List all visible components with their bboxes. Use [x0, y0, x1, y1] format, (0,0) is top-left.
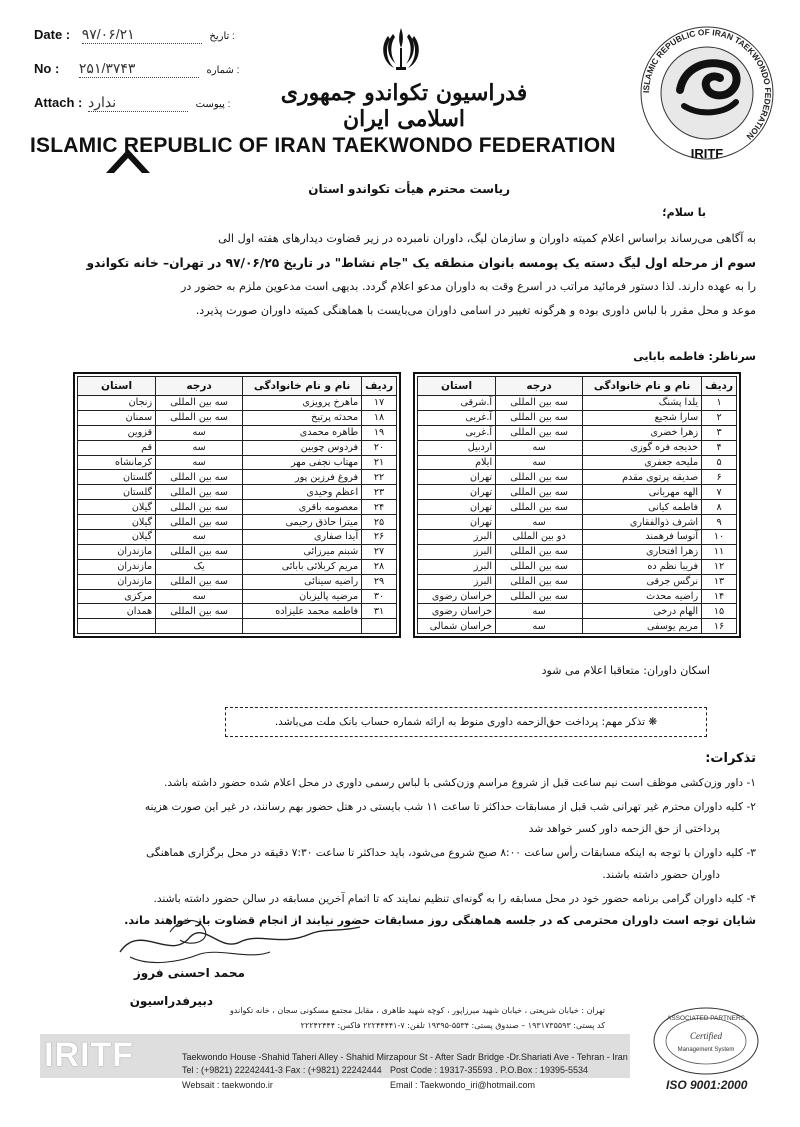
table-row	[418, 455, 737, 470]
cell-index: ۴	[702, 440, 737, 455]
cell-name: ماهرخ پرویزی	[243, 396, 362, 411]
cell-province: سمنان	[78, 410, 156, 425]
cell-name: خدیجه فره گوزی	[583, 440, 702, 455]
cell-grade: سه	[496, 515, 583, 530]
cell-province: تهران	[418, 500, 496, 515]
cell-index: ۱۷	[362, 396, 397, 411]
cell-grade: سه بین المللی	[156, 604, 243, 619]
recipient: ریاست محترم هیأت تکواندو استان	[308, 182, 510, 196]
badge-certified: Certified	[690, 1031, 722, 1041]
cell-name: اشرف ذوالفقاری	[583, 515, 702, 530]
table-row	[418, 396, 737, 411]
col-name: نام و نام خانوادگی	[243, 377, 362, 396]
cell-index: ۲۵	[362, 515, 397, 530]
footer-web: Websait : taekwondo.ir	[182, 1080, 273, 1090]
cell-index: ۷	[702, 485, 737, 500]
cell-index: ۲۱	[362, 455, 397, 470]
body-line-3: را به عهده دارند. لذا دستور فرمائید مراتب در اسرع وقت به داوران مدعو اعلام گردد. بدیهی است مدعوین ملزم به حضور در	[180, 280, 756, 293]
cell-province: مازندران	[78, 574, 156, 589]
cell-index: ۱۵	[702, 604, 737, 619]
federation-logo-icon	[632, 18, 782, 168]
date-label-fa: تاریخ :	[209, 31, 235, 42]
cell-name: آنوسا فرهمند	[583, 530, 702, 545]
cell-province: کرمانشاه	[78, 455, 156, 470]
cell-province: مازندران	[78, 544, 156, 559]
cell-grade: سه بین المللی	[156, 396, 243, 411]
cell-index: ۱	[702, 396, 737, 411]
cell-index: ۶	[702, 470, 737, 485]
body-line-1: به آگاهی می‌رساند براساس اعلام کمیته داوران و سازمان لیگ، داوران نامبرده در زیر قضاوت دیدارهای هفته اول الی	[218, 232, 756, 245]
supervisor: سرناظر: فاطمه بابایی	[633, 350, 756, 363]
date-label: Date :	[34, 27, 71, 42]
table-row	[418, 425, 737, 440]
note-4: ۴- کلیه داوران گرامی برنامه حضور خود در محل مسابقه را به گونه‌ای تنظیم نمایند که تا اتمام آخرین مسابقه در سالن حضور داشته باشند.	[153, 893, 756, 905]
cell-grade: سه	[156, 530, 243, 545]
table-row	[78, 470, 397, 485]
table-row	[78, 500, 397, 515]
table-row	[78, 544, 397, 559]
referees-table-right	[413, 372, 741, 638]
note-3b: داوران حضور داشته باشند.	[602, 869, 720, 881]
final-note: شایان توجه است داوران محترمی که در جلسه هماهنگی روز مسابقات حضور نیابند از انجام قضاوت باز خواهند ماند.	[124, 914, 756, 927]
cell-index: ۲	[702, 410, 737, 425]
cell-index: ۵	[702, 455, 737, 470]
table-row	[78, 396, 397, 411]
cell-province	[78, 619, 156, 634]
cell-name: فاطمه کیانی	[583, 500, 702, 515]
cell-grade: سه	[496, 440, 583, 455]
table-row	[418, 559, 737, 574]
badge-sub-text: Management System	[677, 1047, 735, 1053]
table-row	[78, 559, 397, 574]
cell-name: مرضیه پالیزبان	[243, 589, 362, 604]
cell-index: ۱۹	[362, 425, 397, 440]
cell-grade: سه	[156, 589, 243, 604]
cell-name: فروغ فرزین پور	[243, 470, 362, 485]
cell-province: قزوین	[78, 425, 156, 440]
cell-index: ۲۴	[362, 500, 397, 515]
cell-name: فریبا نظم ده	[583, 559, 702, 574]
cell-province: تهران	[418, 470, 496, 485]
cell-name: زهرا خضری	[583, 425, 702, 440]
cell-grade: سه	[156, 440, 243, 455]
footer-email: Email : Taekwondo_iri@hotmail.com	[390, 1080, 536, 1090]
cell-province: گیلان	[78, 530, 156, 545]
table-row	[418, 544, 737, 559]
cell-name: آیدا صفاری	[243, 530, 362, 545]
col-province: استان	[418, 377, 496, 396]
col-index: ردیف	[702, 377, 737, 396]
table-row	[418, 440, 737, 455]
cell-grade: سه بین المللی	[156, 470, 243, 485]
cell-index: ۱۶	[702, 619, 737, 634]
table-row	[418, 589, 737, 604]
cell-grade: سه بین المللی	[156, 410, 243, 425]
table-row	[78, 455, 397, 470]
cell-name: یلدا پشنگ	[583, 396, 702, 411]
table-row	[78, 604, 397, 619]
cell-name: مریم کربلائی بابائی	[243, 559, 362, 574]
cell-index	[362, 619, 397, 634]
table-header-row	[78, 377, 397, 396]
cell-index: ۳۱	[362, 604, 397, 619]
date-row	[34, 26, 235, 44]
cell-grade: سه بین المللی	[156, 500, 243, 515]
cell-province: مازندران	[78, 559, 156, 574]
attach-value: ندارد	[88, 94, 188, 112]
notes-title: تذکرات:	[705, 751, 756, 766]
cell-grade: سه	[496, 604, 583, 619]
cell-grade: سه	[156, 425, 243, 440]
cell-index: ۲۲	[362, 470, 397, 485]
cell-grade: سه بین المللی	[496, 470, 583, 485]
cell-name: فاطمه محمد علیزاده	[243, 604, 362, 619]
note-3a: ۳- کلیه داوران با توجه به اینکه مسابقات رأس ساعت ۸:۰۰ صبح شروع می‌شود، باید حداکثر تا ساعت ۷:۳۰ دقیقه در محل برگزاری هماهنگی	[146, 847, 756, 859]
cell-name: الهه مهربانی	[583, 485, 702, 500]
cell-name: فردوس چوبین	[243, 440, 362, 455]
table-row	[418, 619, 737, 634]
cell-index: ۳	[702, 425, 737, 440]
cell-grade: سه	[156, 455, 243, 470]
footer-address-en: Taekwondo House -Shahid Taheri Alley - Shahid Mirzapour St - After Sadr Bridge -Dr.Shariati Ave - Tehran - Iran	[182, 1052, 628, 1062]
cell-province: البرز	[418, 544, 496, 559]
col-grade: درجه	[496, 377, 583, 396]
cell-province: خراسان شمالی	[418, 619, 496, 634]
cell-province: خراسان رضوی	[418, 589, 496, 604]
cell-name: راضیه محدث	[583, 589, 702, 604]
cell-index: ۱۲	[702, 559, 737, 574]
table-row	[78, 485, 397, 500]
cell-index: ۱۱	[702, 544, 737, 559]
table-row	[418, 470, 737, 485]
cell-province: البرز	[418, 530, 496, 545]
cell-index: ۲۹	[362, 574, 397, 589]
cell-name: ملیحه جعفری	[583, 455, 702, 470]
cell-province: تهران	[418, 515, 496, 530]
col-grade: درجه	[156, 377, 243, 396]
logo-ring-text: ISLAMIC REPUBLIC OF IRAN TAEKWONDO FEDERATION	[640, 26, 774, 142]
footer-logo-text: IRITF	[44, 1036, 134, 1074]
footer-address-fa: تهران : خیابان شریعتی ، خیابان شهید میرزاپور ، کوچه شهید طاهری ، مقابل مجتمع مسکونی سجان ، خانه تکواندو	[229, 1006, 605, 1015]
col-province: استان	[78, 377, 156, 396]
table-row	[78, 440, 397, 455]
cell-province: گیلان	[78, 500, 156, 515]
cell-province: آ.غربی	[418, 425, 496, 440]
table-row	[418, 530, 737, 545]
cell-province: خراسان رضوی	[418, 604, 496, 619]
attach-row	[34, 94, 230, 112]
cell-index: ۱۰	[702, 530, 737, 545]
table-row	[418, 574, 737, 589]
cell-province: مرکزی	[78, 589, 156, 604]
cell-name: الهام درخی	[583, 604, 702, 619]
cell-grade: سه بین المللی	[496, 574, 583, 589]
cell-grade: سه بین المللی	[496, 544, 583, 559]
table-row	[78, 574, 397, 589]
cell-province: آ.شرقی	[418, 396, 496, 411]
referees-table-left	[73, 372, 401, 638]
cell-grade: سه بین المللی	[496, 396, 583, 411]
cell-grade: سه بین المللی	[496, 425, 583, 440]
cell-province: آ.غربی	[418, 410, 496, 425]
cell-grade: سه بین المللی	[156, 515, 243, 530]
table-row	[78, 410, 397, 425]
cell-grade: سه بین المللی	[156, 574, 243, 589]
col-name: نام و نام خانوادگی	[583, 377, 702, 396]
cell-name: معصومه باقری	[243, 500, 362, 515]
cell-grade: سه بین المللی	[496, 410, 583, 425]
logo-abbrev: IRITF	[690, 146, 724, 161]
cell-province: ایلام	[418, 455, 496, 470]
cell-index: ۱۸	[362, 410, 397, 425]
cell-name: راضیه سینائی	[243, 574, 362, 589]
cell-province: گیلان	[78, 515, 156, 530]
cell-grade	[156, 619, 243, 634]
cell-grade: سه بین المللی	[496, 500, 583, 515]
number-value: ۲۵۱/۳۷۴۳	[79, 60, 199, 78]
cell-grade: سه	[496, 455, 583, 470]
cell-grade: دو بین المللی	[496, 530, 583, 545]
badge-top-text: ASSOCIATED PARTNERS	[666, 1015, 746, 1022]
cell-index: ۳۰	[362, 589, 397, 604]
certification-badge-icon	[652, 1006, 760, 1076]
federation-name-en: ISLAMIC REPUBLIC OF IRAN TAEKWONDO FEDERATION	[30, 134, 616, 157]
cell-name: اعظم وحیدی	[243, 485, 362, 500]
number-row	[34, 60, 239, 78]
cell-grade: سه بین المللی	[496, 559, 583, 574]
cell-name: صدیقه پرتوی مقدم	[583, 470, 702, 485]
cell-province: البرز	[418, 559, 496, 574]
table-header-row	[418, 377, 737, 396]
cell-province: تهران	[418, 485, 496, 500]
cell-index: ۲۷	[362, 544, 397, 559]
attach-label: Attach :	[34, 95, 83, 110]
cell-name	[243, 619, 362, 634]
table-row	[78, 425, 397, 440]
number-label: No :	[34, 61, 60, 76]
cell-grade: سه بین المللی	[156, 544, 243, 559]
cell-name: طاهره محمدی	[243, 425, 362, 440]
cell-grade: سه	[496, 619, 583, 634]
note-2b: پرداختی از حق الزحمه داور کسر خواهد شد	[528, 823, 720, 835]
table-row	[418, 410, 737, 425]
col-index: ردیف	[362, 377, 397, 396]
table-row	[78, 619, 397, 634]
table-row	[78, 530, 397, 545]
cell-index: ۱۴	[702, 589, 737, 604]
cell-province: همدان	[78, 604, 156, 619]
table-row	[418, 485, 737, 500]
greeting: با سلام؛	[662, 206, 706, 219]
cell-province: گلستان	[78, 485, 156, 500]
footer-phone-en: Tel : (+9821) 22242441-3 Fax : (+9821) 22242444	[182, 1065, 382, 1075]
cell-index: ۲۳	[362, 485, 397, 500]
table-row	[418, 604, 737, 619]
cell-name: محدثه پرتیخ	[243, 410, 362, 425]
accommodation: اسکان داوران: متعاقبا اعلام می شود	[541, 664, 710, 677]
cell-index: ۲۶	[362, 530, 397, 545]
cell-name: زهرا افتخاری	[583, 544, 702, 559]
table-row	[78, 589, 397, 604]
cell-province: قم	[78, 440, 156, 455]
footer-post-en: Post Code : 19317-35593 . P.O.Box : 19395-5534	[390, 1065, 588, 1075]
cell-index: ۹	[702, 515, 737, 530]
note-2a: ۲- کلیه داوران محترم غیر تهرانی شب قبل از مسابقات حداکثر تا ساعت ۱۱ شب بایستی در هتل حضور بهم رسانند، در غیر این صورت هزینه	[144, 801, 756, 813]
cell-grade: سه بین المللی	[496, 485, 583, 500]
note-1: ۱- داور وزن‌کشی موظف است نیم ساعت قبل از شروع مراسم وزن‌کشی با لباس رسمی داوری در محل اعلام شده حضور داشته باشد.	[164, 777, 756, 789]
footer-logo	[44, 1036, 166, 1076]
table-row	[78, 515, 397, 530]
cell-province: زنجان	[78, 396, 156, 411]
number-label-fa: شماره :	[206, 65, 240, 76]
cell-name: مریم یوسفی	[583, 619, 702, 634]
table-row	[418, 500, 737, 515]
cell-province: گلستان	[78, 470, 156, 485]
signatory-name: محمد احسنی فروز	[133, 966, 245, 980]
cell-name: میترا حاذق رحیمی	[243, 515, 362, 530]
cell-index: ۸	[702, 500, 737, 515]
cell-index: ۲۰	[362, 440, 397, 455]
emblem-icon	[376, 24, 426, 74]
important-note: ❋ تذکر مهم: پرداخت حق‌الزحمه داوری منوط به ارائه شماره حساب بانک ملت می‌باشد.	[225, 707, 707, 737]
cell-province: اردبیل	[418, 440, 496, 455]
attach-label-fa: پیوست :	[195, 99, 231, 110]
cell-name: سارا شجیع	[583, 410, 702, 425]
cell-name: نرگس جرقی	[583, 574, 702, 589]
date-value: ۹۷/۰۶/۲۱	[82, 26, 202, 44]
table-row	[418, 515, 737, 530]
cell-province: البرز	[418, 574, 496, 589]
cell-name: شبنم میرزائی	[243, 544, 362, 559]
cell-grade: سه بین المللی	[496, 589, 583, 604]
federation-name-fa: فدراسیون تکواندو جمهوری اسلامی ایران	[280, 80, 528, 132]
iso-label: ISO 9001:2000	[666, 1078, 748, 1092]
cell-index: ۲۸	[362, 559, 397, 574]
footer-codes-fa: کد پستی: ۱۹۳۱۷۳۵۵۹۳ – صندوق پستی: ۵۵۳۴-۱۹۳۹۵ تلفن: ۷-۲۲۲۴۴۴۴۱ فاکس: ۲۲۲۴۲۴۴۴	[300, 1021, 605, 1030]
body-line-4: موعد و محل مقرر با لباس داوری بوده و هرگونه تغییر در اسامی داوران می‌بایست با هماهنگی کمیته داوران صورت پذیرد.	[195, 304, 756, 317]
body-line-2: سوم از مرحله اول لیگ دسته یک پومسه بانوان منطقه یک "جام نشاط" در تاریخ ۹۷/۰۶/۲۵ در تهران– خانه تکواندو	[86, 256, 756, 270]
cell-grade: یک	[156, 559, 243, 574]
cell-grade: سه بین المللی	[156, 485, 243, 500]
signatory-title: دبیرفدراسیون	[129, 994, 213, 1008]
cell-name: مهتاب نجفی مهر	[243, 455, 362, 470]
cell-index: ۱۳	[702, 574, 737, 589]
